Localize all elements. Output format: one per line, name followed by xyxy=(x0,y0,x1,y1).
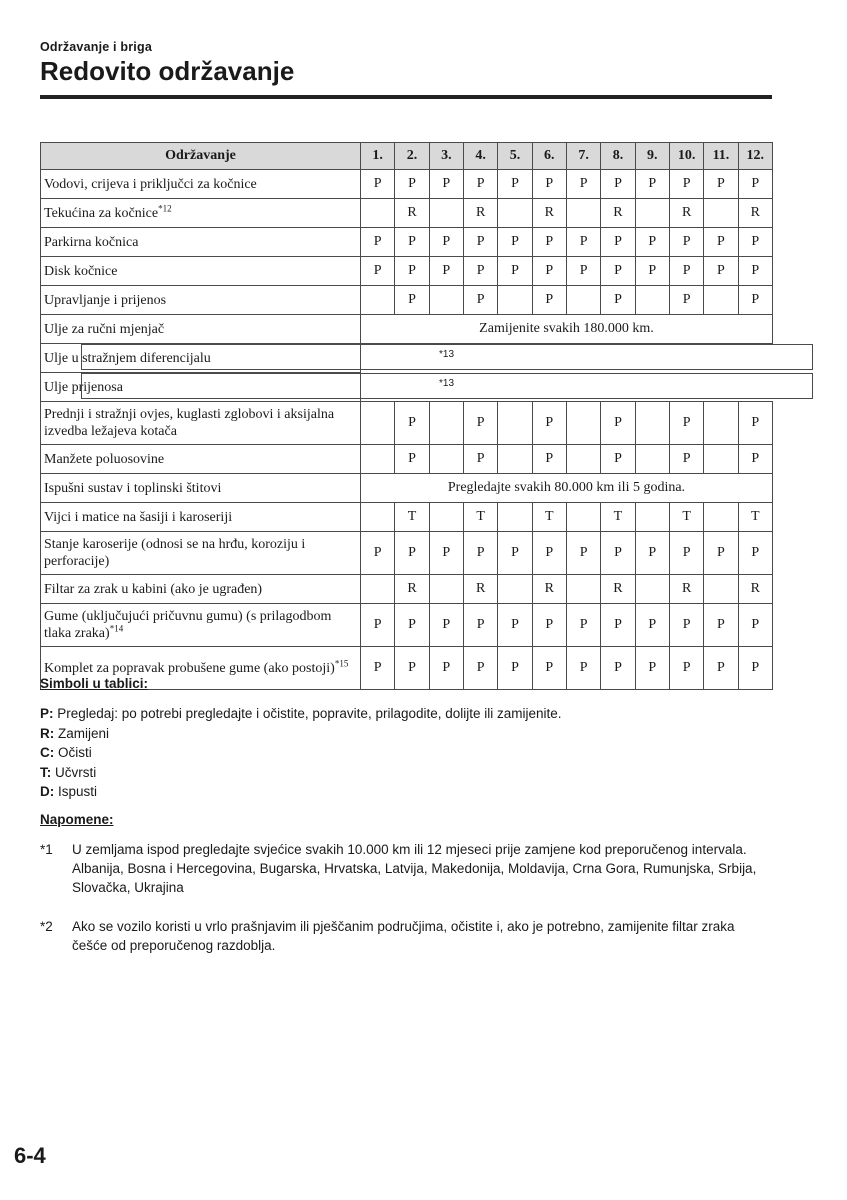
legend-key: P: xyxy=(40,706,54,721)
interval-cell xyxy=(635,199,669,228)
interval-cell: T xyxy=(532,503,566,532)
row-label: Ulje u stražnjem diferencijalu xyxy=(41,344,361,373)
interval-cell: P xyxy=(395,228,429,257)
interval-cell: P xyxy=(395,647,429,690)
legend-text: Zamijeni xyxy=(54,725,110,741)
interval-cell: P xyxy=(669,170,703,199)
interval-cell: P xyxy=(738,170,772,199)
legend-item xyxy=(40,782,562,802)
section-label: Održavanje i briga xyxy=(40,40,152,54)
table-row xyxy=(41,474,773,503)
interval-cell xyxy=(498,445,532,474)
interval-cell: P xyxy=(395,445,429,474)
legend-item xyxy=(40,724,562,744)
column-header-interval: 5. xyxy=(498,143,532,170)
note-text: U zemljama ispod pregledajte svjećice svakih 10.000 km ili 12 mjeseci prije zamjene kod preporučenog intervala. xyxy=(72,842,747,857)
interval-cell xyxy=(635,445,669,474)
row-label: Manžete poluosovine xyxy=(41,445,361,474)
interval-cell: P xyxy=(669,604,703,647)
interval-cell: P xyxy=(361,647,395,690)
interval-cell: P xyxy=(463,257,497,286)
interval-cell: P xyxy=(429,170,463,199)
interval-cell xyxy=(566,402,600,445)
interval-cell: P xyxy=(463,286,497,315)
interval-cell: T xyxy=(669,503,703,532)
interval-cell: P xyxy=(566,532,600,575)
table-row xyxy=(41,647,773,690)
interval-cell: P xyxy=(463,604,497,647)
interval-cell: R xyxy=(532,575,566,604)
interval-cell: P xyxy=(532,170,566,199)
interval-cell xyxy=(498,199,532,228)
row-label: Prednji i stražnji ovjes, kuglasti zglobovi i aksijalna izvedba ležajeva kotača xyxy=(41,402,361,445)
interval-cell xyxy=(704,503,738,532)
row-label: Ulje za ručni mjenjač xyxy=(41,315,361,344)
note-mark: *1 xyxy=(40,842,53,857)
interval-cell: P xyxy=(635,228,669,257)
table-row xyxy=(41,503,773,532)
interval-cell: P xyxy=(395,286,429,315)
interval-cell: P xyxy=(738,604,772,647)
interval-cell: P xyxy=(601,402,635,445)
interval-cell xyxy=(704,402,738,445)
interval-cell xyxy=(566,286,600,315)
interval-cell: P xyxy=(669,402,703,445)
interval-cell: P xyxy=(498,647,532,690)
legend-key: C: xyxy=(40,745,55,760)
interval-cell: R xyxy=(395,199,429,228)
interval-cell xyxy=(361,575,395,604)
interval-cell: P xyxy=(395,604,429,647)
interval-cell: P xyxy=(463,647,497,690)
row-label: Filtar za zrak u kabini (ako je ugrađen) xyxy=(41,575,361,604)
interval-cell: P xyxy=(395,402,429,445)
interval-cell xyxy=(635,286,669,315)
interval-cell xyxy=(498,286,532,315)
interval-cell: P xyxy=(532,532,566,575)
table-row xyxy=(41,604,773,647)
row-label: Stanje karoserije (odnosi se na hrđu, koroziju i perforacije) xyxy=(41,532,361,575)
interval-cell: P xyxy=(498,532,532,575)
column-header-item: Održavanje xyxy=(41,143,361,170)
interval-cell: P xyxy=(738,257,772,286)
interval-cell xyxy=(704,286,738,315)
interval-cell: P xyxy=(532,647,566,690)
interval-cell: P xyxy=(601,604,635,647)
interval-cell xyxy=(361,503,395,532)
row-label: Ispušni sustav i toplinski štitovi xyxy=(41,474,361,503)
interval-cell xyxy=(635,575,669,604)
interval-cell: P xyxy=(429,604,463,647)
interval-cell: R xyxy=(463,575,497,604)
table-row xyxy=(41,286,773,315)
table-row xyxy=(41,575,773,604)
interval-cell: P xyxy=(532,286,566,315)
interval-cell: P xyxy=(635,604,669,647)
legend-text: Ispusti xyxy=(54,784,98,799)
interval-cell xyxy=(361,199,395,228)
page-number: 6-4 xyxy=(14,1143,46,1168)
interval-cell: P xyxy=(498,228,532,257)
interval-cell: P xyxy=(463,445,497,474)
interval-cell: P xyxy=(566,228,600,257)
span-cell: Pregledajte svakih 80.000 km ili 5 godina. xyxy=(361,474,773,503)
interval-cell: P xyxy=(498,170,532,199)
interval-cell: P xyxy=(601,647,635,690)
interval-cell: P xyxy=(601,257,635,286)
interval-cell: P xyxy=(601,228,635,257)
column-header-interval: 2. xyxy=(395,143,429,170)
interval-cell xyxy=(429,575,463,604)
table-header-row xyxy=(41,143,773,170)
column-header-interval: 3. xyxy=(429,143,463,170)
interval-cell xyxy=(498,503,532,532)
table-row xyxy=(41,315,773,344)
table-row xyxy=(41,228,773,257)
interval-cell: P xyxy=(669,647,703,690)
interval-cell xyxy=(704,199,738,228)
row-label: Parkirna kočnica xyxy=(41,228,361,257)
interval-cell: P xyxy=(395,532,429,575)
column-header-interval: 7. xyxy=(566,143,600,170)
interval-cell: P xyxy=(601,532,635,575)
interval-cell: T xyxy=(463,503,497,532)
column-header-interval: 8. xyxy=(601,143,635,170)
interval-cell: P xyxy=(429,532,463,575)
table-row xyxy=(41,344,773,373)
interval-cell: R xyxy=(669,199,703,228)
legend-text: Učvrsti xyxy=(51,764,97,780)
column-header-interval: 1. xyxy=(361,143,395,170)
note-text: Ako se vozilo koristi u vrlo prašnjavim ili pješčanim područjima, očistite i, ako je potrebno, zamijenite filtar zraka češće od preporučenog razdoblja. xyxy=(72,919,735,953)
interval-cell: P xyxy=(463,170,497,199)
row-label: Gume (uključujući pričuvnu gumu) (s prilagodbom tlaka zraka)$^{*14}$ xyxy=(41,604,361,647)
table-row xyxy=(41,532,773,575)
legend-heading: Simboli u tablici: xyxy=(40,676,149,691)
footnote-ref: *12 xyxy=(158,202,172,213)
interval-cell: P xyxy=(361,170,395,199)
interval-cell: P xyxy=(635,170,669,199)
interval-cell xyxy=(429,402,463,445)
interval-cell: P xyxy=(738,286,772,315)
interval-cell xyxy=(566,503,600,532)
interval-cell: P xyxy=(669,445,703,474)
interval-cell xyxy=(566,199,600,228)
interval-cell: P xyxy=(532,604,566,647)
interval-cell: P xyxy=(361,532,395,575)
interval-cell xyxy=(566,445,600,474)
interval-cell: P xyxy=(635,532,669,575)
interval-cell: P xyxy=(361,604,395,647)
interval-cell xyxy=(429,199,463,228)
note-item xyxy=(40,917,770,955)
interval-cell: P xyxy=(429,647,463,690)
interval-cell: P xyxy=(669,228,703,257)
interval-cell: P xyxy=(669,257,703,286)
interval-cell: P xyxy=(566,604,600,647)
interval-cell xyxy=(429,503,463,532)
interval-cell: R xyxy=(738,575,772,604)
table-row xyxy=(41,373,773,402)
column-header-interval: 11. xyxy=(704,143,738,170)
interval-cell: P xyxy=(704,604,738,647)
table-row xyxy=(41,257,773,286)
interval-cell: T xyxy=(601,503,635,532)
interval-cell xyxy=(361,402,395,445)
interval-cell: P xyxy=(566,170,600,199)
maintenance-table xyxy=(40,142,773,690)
interval-cell: P xyxy=(463,402,497,445)
interval-cell xyxy=(498,402,532,445)
interval-cell xyxy=(429,286,463,315)
row-label: Komplet za popravak probušene gume (ako postoji)$^{*15}$ xyxy=(41,647,361,690)
legend-item xyxy=(40,743,562,763)
interval-cell: P xyxy=(704,532,738,575)
row-label: Disk kočnice xyxy=(41,257,361,286)
interval-cell: P xyxy=(532,228,566,257)
interval-cell xyxy=(498,575,532,604)
interval-cell: P xyxy=(704,257,738,286)
footnote-ref: *13 xyxy=(81,344,813,370)
interval-cell: P xyxy=(566,647,600,690)
note-mark: *2 xyxy=(40,919,53,934)
interval-cell xyxy=(361,286,395,315)
interval-cell: R xyxy=(532,199,566,228)
interval-cell: P xyxy=(738,445,772,474)
interval-cell: P xyxy=(669,532,703,575)
note-item xyxy=(40,840,770,897)
column-header-interval: 6. xyxy=(532,143,566,170)
footnote-ref: *15 xyxy=(334,657,349,668)
interval-cell: P xyxy=(635,647,669,690)
interval-cell xyxy=(361,445,395,474)
interval-cell: P xyxy=(532,402,566,445)
page-title: Redovito održavanje xyxy=(40,56,295,86)
legend-list xyxy=(40,704,562,802)
legend-key: D: xyxy=(40,784,55,799)
table-row xyxy=(41,199,773,228)
column-header-interval: 10. xyxy=(669,143,703,170)
row-label: Tekućina za kočnice$^{*12}$ xyxy=(41,199,361,228)
interval-cell: P xyxy=(532,257,566,286)
interval-cell: P xyxy=(704,228,738,257)
legend-text: Očisti xyxy=(54,745,92,760)
interval-cell: R xyxy=(395,575,429,604)
interval-cell: P xyxy=(361,257,395,286)
legend-text: Pregledaj: po potrebi pregledajte i očistite, popravite, prilagodite, dolijte ili zamijenite. xyxy=(53,706,562,721)
note-text: Albanija, Bosna i Hercegovina, Bugarska, Hrvatska, Latvija, Makedonija, Moldavija, Crna Gora, Rumunjska, Srbija, Slovačka, Ukrajina xyxy=(72,861,757,895)
interval-cell: P xyxy=(704,170,738,199)
interval-cell: P xyxy=(738,228,772,257)
table-row xyxy=(41,402,773,445)
interval-cell xyxy=(566,575,600,604)
column-header-interval: 4. xyxy=(463,143,497,170)
interval-cell: P xyxy=(566,257,600,286)
interval-cell: P xyxy=(532,445,566,474)
interval-cell: T xyxy=(738,503,772,532)
interval-cell: P xyxy=(601,286,635,315)
interval-cell xyxy=(635,503,669,532)
interval-cell: P xyxy=(601,170,635,199)
row-label: Ulje prijenosa xyxy=(41,373,361,402)
interval-cell: P xyxy=(361,228,395,257)
interval-cell: P xyxy=(429,228,463,257)
interval-cell: R xyxy=(601,199,635,228)
notes-heading: Napomene: xyxy=(40,812,114,827)
footnote-ref: *13 xyxy=(81,373,813,399)
interval-cell: P xyxy=(395,170,429,199)
interval-cell xyxy=(704,445,738,474)
legend-item xyxy=(40,704,562,724)
title-rule xyxy=(40,95,772,99)
interval-cell: P xyxy=(463,532,497,575)
row-label: Upravljanje i prijenos xyxy=(41,286,361,315)
interval-cell: P xyxy=(601,445,635,474)
interval-cell: R xyxy=(601,575,635,604)
interval-cell: P xyxy=(498,257,532,286)
legend-key: T: xyxy=(40,764,52,780)
interval-cell xyxy=(704,575,738,604)
span-cell: Zamijenite svakih 180.000 km. xyxy=(361,315,773,344)
table-row xyxy=(41,170,773,199)
table-row xyxy=(41,445,773,474)
footnote-ref: *14 xyxy=(109,623,124,634)
interval-cell: T xyxy=(395,503,429,532)
row-label: Vodovi, crijeva i priključci za kočnice xyxy=(41,170,361,199)
interval-cell: P xyxy=(635,257,669,286)
interval-cell: P xyxy=(395,257,429,286)
interval-cell: P xyxy=(429,257,463,286)
interval-cell: P xyxy=(463,228,497,257)
interval-cell: P xyxy=(669,286,703,315)
interval-cell: P xyxy=(738,647,772,690)
interval-cell: P xyxy=(704,647,738,690)
column-header-interval: 9. xyxy=(635,143,669,170)
interval-cell xyxy=(635,402,669,445)
interval-cell: P xyxy=(738,532,772,575)
interval-cell: R xyxy=(738,199,772,228)
interval-cell xyxy=(429,445,463,474)
interval-cell: R xyxy=(463,199,497,228)
legend-item xyxy=(40,763,562,783)
legend-key: R: xyxy=(40,725,55,741)
interval-cell: P xyxy=(498,604,532,647)
interval-cell: P xyxy=(738,402,772,445)
interval-cell: R xyxy=(669,575,703,604)
row-label: Vijci i matice na šasiji i karoseriji xyxy=(41,503,361,532)
column-header-interval: 12. xyxy=(738,143,772,170)
